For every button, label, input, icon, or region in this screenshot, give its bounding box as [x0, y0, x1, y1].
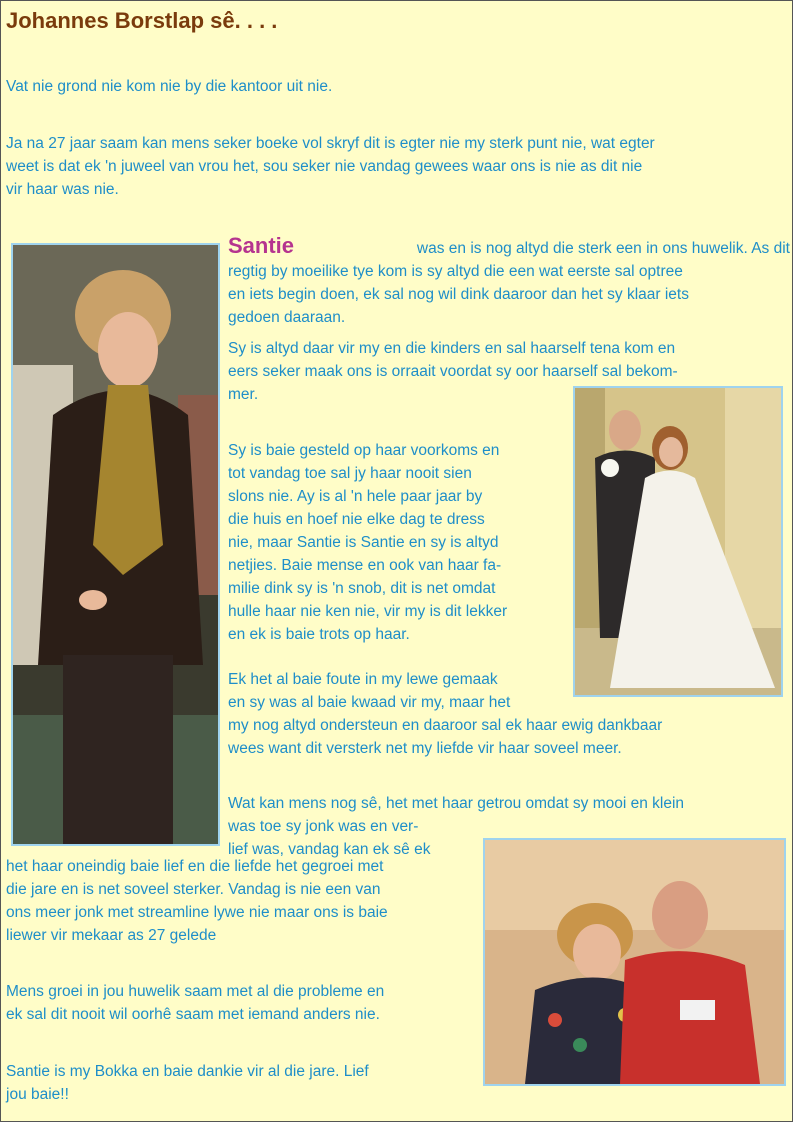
text-line: en ek is baie trots op haar.	[228, 626, 410, 643]
text-line: ek sal dit nooit wil oorhê saam met iemand anders nie.	[6, 1006, 380, 1023]
intro-paragraph-1	[6, 75, 332, 98]
text-line: Mens groei in jou huwelik saam met al die probleme en	[6, 983, 385, 1000]
photo-couple	[483, 838, 786, 1086]
text-line: die jare en is net soveel sterker. Vandag is nie een van	[6, 881, 381, 898]
page-title: Johannes Borstlap sê. . . .	[6, 8, 278, 33]
intro-paragraph-2	[6, 132, 790, 201]
text-line: regtig by moeilike tye kom is sy altyd die een wat eerste sal optree	[228, 263, 683, 280]
text-line: Wat kan mens nog sê, het met haar getrou omdat sy mooi en klein	[228, 795, 685, 812]
santie-paragraph-5b	[6, 855, 388, 947]
text-line: ons meer jonk met streamline lywe nie maar ons is baie	[6, 904, 388, 921]
text-line: vir haar was nie.	[6, 181, 119, 198]
text-line: die huis en hoef nie elke dag te dress	[228, 511, 485, 528]
photo-santie-portrait	[11, 243, 220, 846]
text-line: jou baie!!	[6, 1086, 69, 1103]
text-line: gedoen daaraan.	[228, 309, 346, 326]
text-line: was toe sy jonk was en ver-	[228, 818, 419, 835]
santie-paragraph-3	[228, 439, 567, 646]
text-line: weet is dat ek 'n juweel van vrou het, sou seker nie vandag gewees waar ons is nie as dit nie	[6, 158, 643, 175]
text-line: slons nie. Ay is al 'n hele paar jaar by	[228, 488, 483, 505]
text-line: Ek het al baie foute in my lewe gemaak	[228, 671, 498, 688]
text-line: Sy is altyd daar vir my en die kinders en sal haarself tena kom en	[228, 340, 676, 357]
photo-wedding	[573, 386, 783, 697]
text-line: Vat nie grond nie kom nie by die kantoor uit nie.	[6, 78, 333, 95]
text-line: en sy was al baie kwaad vir my, maar het	[228, 694, 511, 711]
text-line: Ja na 27 jaar saam kan mens seker boeke vol skryf dit is egter nie my sterk punt nie, wat egter	[6, 135, 655, 152]
text-line: het haar oneindig baie lief en die liefde het gegroei met	[6, 858, 384, 875]
text-line: wees want dit versterk net my liefde vir haar soveel meer.	[228, 740, 622, 757]
text-line: mer.	[228, 386, 259, 403]
text-line: Santie was en is nog altyd die sterk een in ons huwelik. As dit	[228, 233, 790, 258]
text-line: hulle haar nie ken nie, vir my is dit lekker	[228, 603, 508, 620]
text-line: Santie is my Bokka en baie dankie vir al die jare. Lief	[6, 1063, 369, 1080]
santie-name-heading: Santie	[228, 233, 295, 258]
text-line: nie, maar Santie is Santie en sy is altyd	[228, 534, 499, 551]
santie-paragraph-4	[228, 668, 662, 760]
text-line: liewer vir mekaar as 27 gelede	[6, 927, 217, 944]
text-line: netjies. Baie mense en ook van haar fa-	[228, 557, 502, 574]
text-line: eers seker maak ons is orraait voordat sy oor haarself sal bekom-	[228, 363, 678, 380]
santie-paragraph-7	[6, 1060, 369, 1106]
text-line: Sy is baie gesteld op haar voorkoms en	[228, 442, 500, 459]
text-line: tot vandag toe sal jy haar nooit sien	[228, 465, 472, 482]
text-line: lief was, vandag kan ek sê ek	[228, 841, 431, 858]
text-line: milie dink sy is 'n snob, dit is net omdat	[228, 580, 496, 597]
santie-paragraph-1	[228, 234, 790, 329]
text-line: en iets begin doen, ek sal nog wil dink daaroor dan het sy klaar iets	[228, 286, 689, 303]
text-line: my nog altyd ondersteun en daaroor sal ek haar ewig dankbaar	[228, 717, 663, 734]
santie-paragraph-6	[6, 980, 384, 1026]
